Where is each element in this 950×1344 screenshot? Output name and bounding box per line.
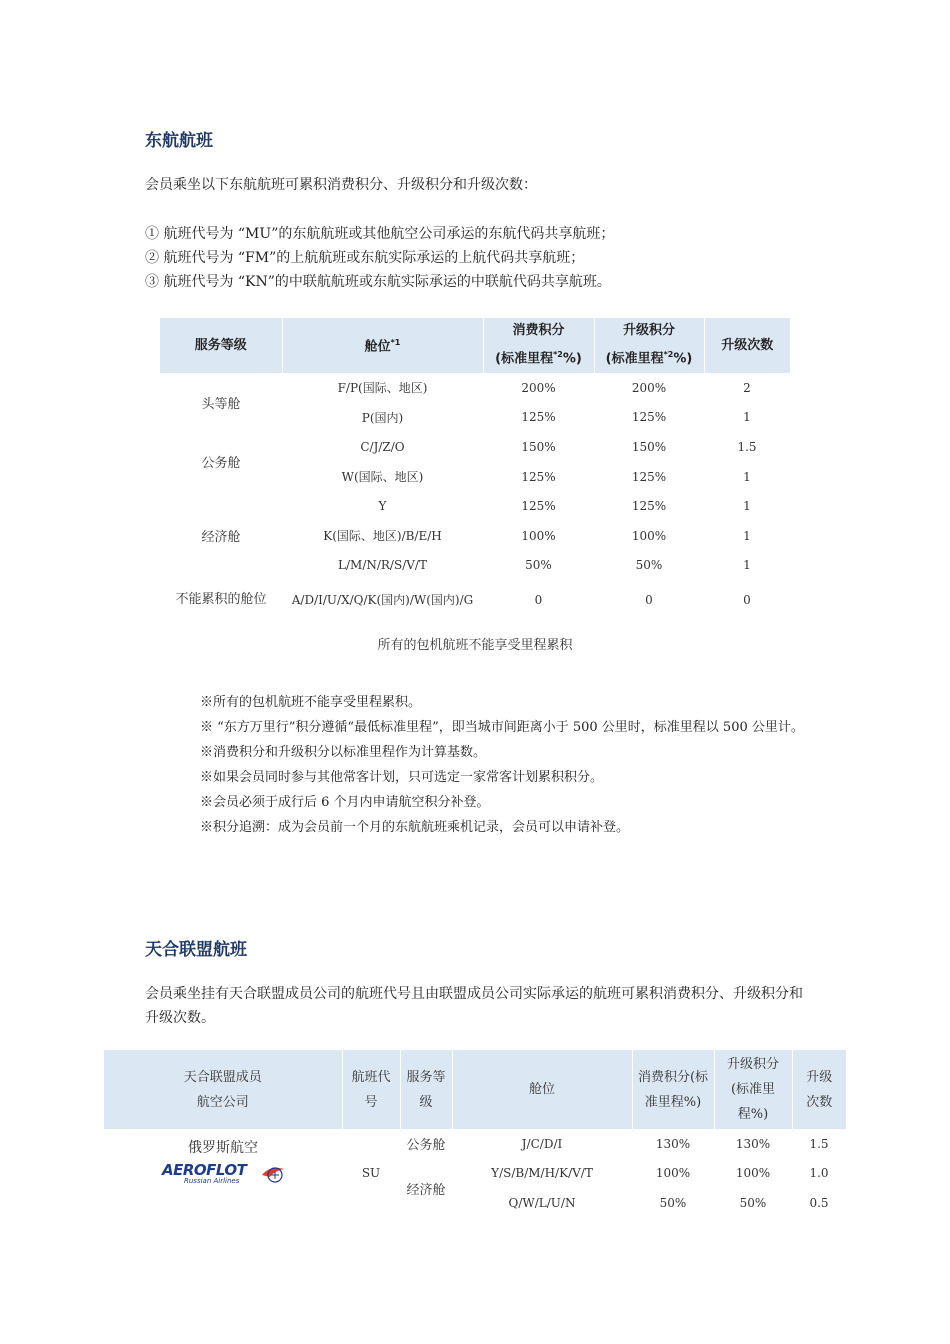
airline-name: 俄罗斯航空 [188,1140,258,1156]
count-cell: 1 [743,558,751,573]
cabin-cell: Y/S/B/M/H/K/V/T [491,1166,593,1181]
count-cell: 0 [743,593,751,608]
consume-cell: 50% [659,1195,687,1210]
count-cell: 1.0 [809,1166,829,1181]
cabin-cell: A/D/I/U/X/Q/K(国内)/W(国内)/G [291,593,474,608]
count-cell: 1 [743,499,751,514]
eligibility-item: ① 航班代号为 “MU”的东航航班或其他航空公司承运的东航代码共享航班； [145,226,615,242]
aeroflot-logo [158,1161,288,1191]
upgrade-cell: 125% [631,499,667,514]
flight-code-cell: SU [361,1166,381,1181]
consume-cell: 100% [521,528,556,543]
header-upgrade-count: 升级次数 [792,1050,846,1129]
note-item: ※所有的包机航班不能享受里程累积。 [200,695,422,710]
header-upgrade-count: 升级次数 [704,318,790,373]
notes-list [200,690,810,840]
service-level-cell: 头等舱 [201,397,241,413]
service-level-cell: 经济舱 [406,1182,446,1198]
header-cabin: 舱位 [452,1050,632,1129]
cabin-cell: W(国际、地区) [341,470,424,485]
section-intro-eastern: 会员乘坐以下东航航班可累积消费积分、升级积分和升级次数： [145,177,537,193]
eastern-accrual-table [160,318,790,656]
eligibility-item: ③ 航班代号为 “KN”的中联航航班或东航实际承运的中联航代码共享航班。 [145,274,611,290]
cabin-cell: Q/W/L/U/N [508,1195,576,1210]
upgrade-cell: 100% [735,1166,771,1181]
header-upgrade-points: 升级积分 (标准里程$^{*2}$%) [594,318,704,373]
consume-cell: 125% [521,499,556,514]
header-member-airline: 天合联盟成员航空公司 [104,1050,342,1129]
note-item: ※消费积分和升级积分以标准里程作为计算基数。 [200,745,487,760]
count-cell: 1.5 [809,1136,829,1151]
consume-cell: 0 [534,593,543,608]
count-cell: 1 [743,410,751,425]
consume-cell: 130% [655,1136,691,1151]
cabin-cell: Y [378,499,387,514]
table-row [160,373,790,403]
section-intro-skyteam: 会员乘坐挂有天合联盟成员公司的航班代号且由联盟成员公司实际承运的航班可累积消费积分、升级积分和升级次数。 [145,986,803,1026]
cabin-cell: P(国内) [361,410,404,425]
note-item: ※积分追溯：成为会员前一个月的东航航班乘机记录，会员可以申请补登。 [200,820,630,835]
header-consume-points: 消费积分(标准里程%) [632,1050,714,1129]
table-footer-note: 所有的包机航班不能享受里程累积 [377,637,573,653]
table-row [104,1129,846,1159]
upgrade-cell: 50% [739,1195,767,1210]
table-row [160,491,790,521]
section-title-eastern: 东航航班 [145,131,213,151]
service-level-cell: 公务舱 [406,1138,446,1154]
upgrade-cell: 0 [645,593,653,608]
aeroflot-wings-icon [260,1163,286,1185]
upgrade-cell: 200% [631,380,667,395]
eligibility-item: ② 航班代号为 “FM”的上航航班或东航实际承运的上航代码共享航班； [145,250,585,266]
header-consume-points: 消费积分 (标准里程$^{*2}$%) [483,318,594,373]
section-title-skyteam: 天合联盟航班 [145,940,247,960]
cabin-cell: L/M/N/R/S/V/T [338,558,427,573]
table-row [160,580,790,630]
cabin-cell: J/C/D/I [521,1136,563,1151]
cabin-cell: K(国际、地区)/B/E/H [323,529,442,544]
aeroflot-logo-subtitle: Russian Airlines [184,1177,240,1185]
header-upgrade-points: 升级积分(标准里程%) [714,1050,792,1129]
consume-cell: 125% [521,410,556,425]
service-level-cell: 公务舱 [201,456,241,472]
cabin-cell: C/J/Z/O [360,439,405,454]
consume-cell: 100% [655,1166,691,1181]
note-item: ※如果会员同时参与其他常客计划，只可选定一家常客计划累积积分。 [200,770,604,785]
skyteam-accrual-table [104,1050,846,1218]
service-level-cell: 不能累积的舱位 [175,592,267,608]
count-cell: 1 [743,469,751,484]
count-cell: 2 [743,380,751,395]
header-cabin: 舱位$^{*1}$ [282,318,483,373]
airline-cell [104,1129,342,1218]
table-header-row [160,318,790,373]
consume-cell: 125% [521,469,556,484]
table-footer-row [160,630,790,656]
count-cell: 1.5 [737,439,757,454]
consume-cell: 150% [521,439,556,454]
consume-cell: 50% [525,558,552,573]
aeroflot-logo-wordmark: AEROFLOT [162,1161,247,1179]
header-service-level: 服务等级 [400,1050,452,1129]
upgrade-cell: 50% [635,558,663,573]
table-row [160,432,790,462]
upgrade-cell: 125% [631,410,667,425]
consume-cell: 200% [521,380,556,395]
upgrade-cell: 150% [631,439,667,454]
count-cell: 1 [743,528,751,543]
cabin-cell: F/P(国际、地区) [337,381,428,396]
table-header-row [104,1050,846,1129]
upgrade-cell: 100% [631,528,667,543]
header-service-level: 服务等级 [160,318,282,373]
header-flight-code: 航班代号 [342,1050,400,1129]
note-item: ※ “东方万里行”积分遵循“最低标准里程”，即当城市间距离小于 500 公里时，标准里程以 500 公里计。 [200,720,804,735]
upgrade-cell: 125% [631,469,667,484]
note-item: ※会员必须于成行后 6 个月内申请航空积分补登。 [200,795,490,810]
upgrade-cell: 130% [735,1136,771,1151]
count-cell: 0.5 [809,1195,829,1210]
service-level-cell: 经济舱 [201,530,241,546]
